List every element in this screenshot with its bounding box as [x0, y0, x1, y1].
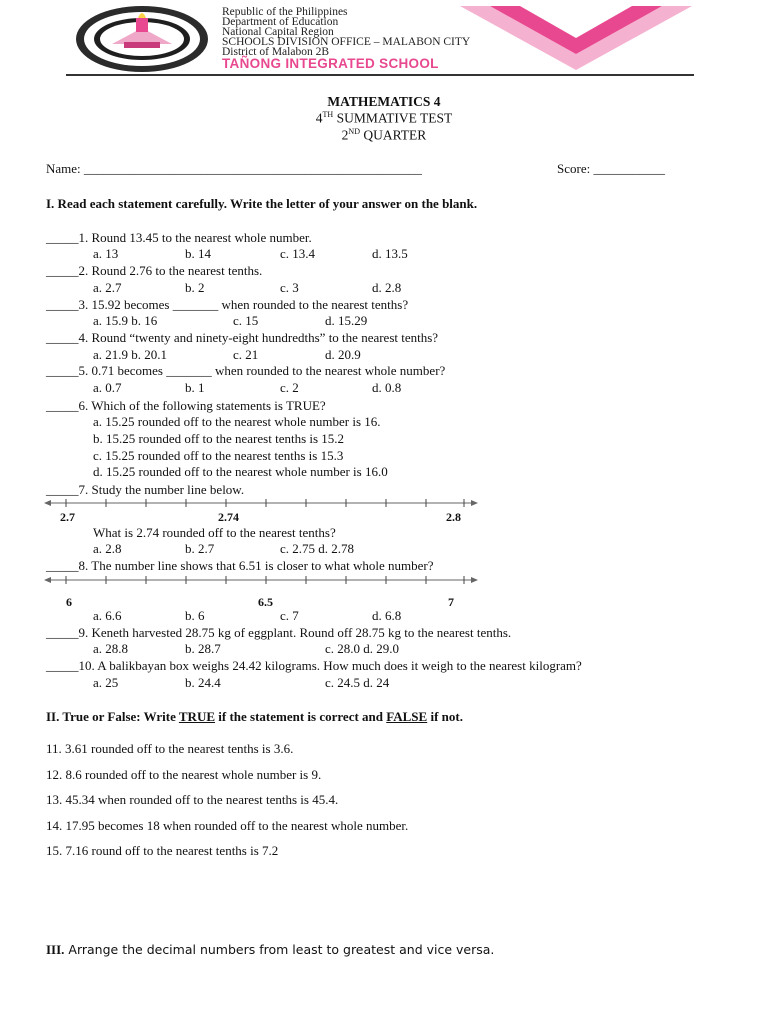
- header-division: SCHOOLS DIVISION OFFICE – MALABON CITY: [222, 36, 471, 48]
- q6-option-a: a. 15.25 rounded off to the nearest whole number is 16.: [93, 414, 381, 429]
- question-1: _____1. Round 13.45 to the nearest whole number.: [46, 230, 312, 245]
- q7-question: What is 2.74 rounded off to the nearest tenths?: [93, 525, 336, 540]
- q6-option-b: b. 15.25 rounded off to the nearest tenths is 15.2: [93, 431, 345, 446]
- part3-instruction: III. Arrange the decimal numbers from least to greatest and vice versa.: [46, 942, 495, 957]
- header-rule: [66, 74, 694, 76]
- q8-option-c: c. 7: [280, 608, 299, 623]
- q2-option-b: b. 2: [185, 280, 205, 295]
- tf-item-13: 13. 45.34 when rounded off to the nearest tenths is 45.4.: [46, 792, 339, 807]
- number-line-2-label-right: 7: [448, 595, 454, 609]
- q1-option-b: b. 14: [185, 246, 211, 261]
- q3-option-ab: a. 15.9 b. 16: [93, 313, 158, 328]
- school-seal-logo: [72, 4, 212, 74]
- q10-option-cd: c. 24.5 d. 24: [325, 675, 390, 690]
- question-2: _____2. Round 2.76 to the nearest tenths.: [46, 263, 263, 278]
- school-name: TAÑONG INTEGRATED SCHOOL: [222, 56, 439, 71]
- q4-option-ab: a. 21.9 b. 20.1: [93, 347, 168, 362]
- tf-item-14: 14. 17.95 becomes 18 when rounded off to the nearest whole number.: [46, 818, 409, 833]
- question-3: _____3. 15.92 becomes _______ when rounded to the nearest tenths?: [46, 297, 409, 312]
- q6-option-d: d. 15.25 rounded off to the nearest whole number is 16.0: [93, 464, 388, 479]
- q1-option-a: a. 13: [93, 246, 119, 261]
- q7-option-b: b. 2.7: [185, 541, 215, 556]
- q5-option-b: b. 1: [185, 380, 205, 395]
- false-word: FALSE: [386, 709, 428, 724]
- number-line-2-label-left: 6: [66, 595, 72, 609]
- quarter-title: 2ND QUARTER: [341, 127, 427, 143]
- header-region: National Capital Region: [222, 26, 334, 38]
- q8-option-a: a. 6.6: [93, 608, 122, 623]
- q2-option-c: c. 3: [280, 280, 299, 295]
- question-7: _____7. Study the number line below.: [46, 482, 245, 497]
- letterhead: [0, 0, 768, 80]
- q8-option-b: b. 6: [185, 608, 205, 623]
- subject-title: MATHEMATICS 4: [327, 94, 441, 109]
- chevron-decoration: [460, 6, 692, 70]
- number-line-1-label-left: 2.7: [60, 510, 75, 524]
- q4-option-c: c. 21: [233, 347, 259, 362]
- header-deped: Department of Education: [222, 16, 339, 28]
- tf-item-15: 15. 7.16 round off to the nearest tenths is 7.2: [46, 843, 279, 858]
- name-field[interactable]: Name: ____________________________________________________: [46, 161, 422, 176]
- q1-option-c: c. 13.4: [280, 246, 316, 261]
- number-line-1-label-right: 2.8: [446, 510, 461, 524]
- q3-option-d: d. 15.29: [325, 313, 368, 328]
- true-word: TRUE: [178, 709, 216, 724]
- part1-instruction: I. Read each statement carefully. Write the letter of your answer on the blank.: [46, 196, 478, 211]
- q7-option-a: a. 2.8: [93, 541, 122, 556]
- q5-option-c: c. 2: [280, 380, 299, 395]
- number-line-1-label-mid: 2.74: [218, 510, 239, 524]
- question-8: _____8. The number line shows that 6.51 is closer to what whole number?: [46, 558, 434, 573]
- header-republic: Republic of the Philippines: [222, 6, 348, 18]
- question-5: _____5. 0.71 becomes _______ when rounded to the nearest whole number?: [46, 363, 446, 378]
- q9-option-b: b. 28.7: [185, 641, 221, 656]
- question-4: _____4. Round “twenty and ninety-eight hundredths” to the nearest tenths?: [46, 330, 439, 345]
- number-line-1: [44, 495, 480, 511]
- q2-option-a: a. 2.7: [93, 280, 122, 295]
- part2-instruction: II. True or False: Write TRUE if the statement is correct and FALSE if not.: [46, 709, 463, 724]
- q5-option-a: a. 0.7: [93, 380, 122, 395]
- q4-option-d: d. 20.9: [325, 347, 361, 362]
- q5-option-d: d. 0.8: [372, 380, 402, 395]
- number-line-2: [44, 572, 480, 588]
- q6-option-c: c. 15.25 rounded off to the nearest tenths is 15.3: [93, 448, 344, 463]
- header-district: District of Malabon 2B: [222, 46, 329, 58]
- question-6: _____6. Which of the following statements is TRUE?: [46, 398, 326, 413]
- question-9: _____9. Keneth harvested 28.75 kg of eggplant. Round off 28.75 kg to the nearest tenths.: [46, 625, 512, 640]
- q8-option-d: d. 6.8: [372, 608, 402, 623]
- q3-option-c: c. 15: [233, 313, 259, 328]
- q9-option-a: a. 28.8: [93, 641, 129, 656]
- q10-option-a: a. 25: [93, 675, 119, 690]
- test-title: 4TH SUMMATIVE TEST: [315, 110, 453, 126]
- number-line-2-label-mid: 6.5: [258, 595, 273, 609]
- tf-item-11: 11. 3.61 rounded off to the nearest tenths is 3.6.: [46, 741, 294, 756]
- q2-option-d: d. 2.8: [372, 280, 402, 295]
- q1-option-d: d. 13.5: [372, 246, 408, 261]
- q9-option-cd: c. 28.0 d. 29.0: [325, 641, 400, 656]
- q7-option-cd: c. 2.75 d. 2.78: [280, 541, 355, 556]
- question-10: _____10. A balikbayan box weighs 24.42 kilograms. How much does it weigh to the nearest kilogram?: [46, 658, 582, 673]
- score-field[interactable]: Score: ___________: [557, 161, 665, 176]
- tf-item-12: 12. 8.6 rounded off to the nearest whole number is 9.: [46, 767, 322, 782]
- q10-option-b: b. 24.4: [185, 675, 221, 690]
